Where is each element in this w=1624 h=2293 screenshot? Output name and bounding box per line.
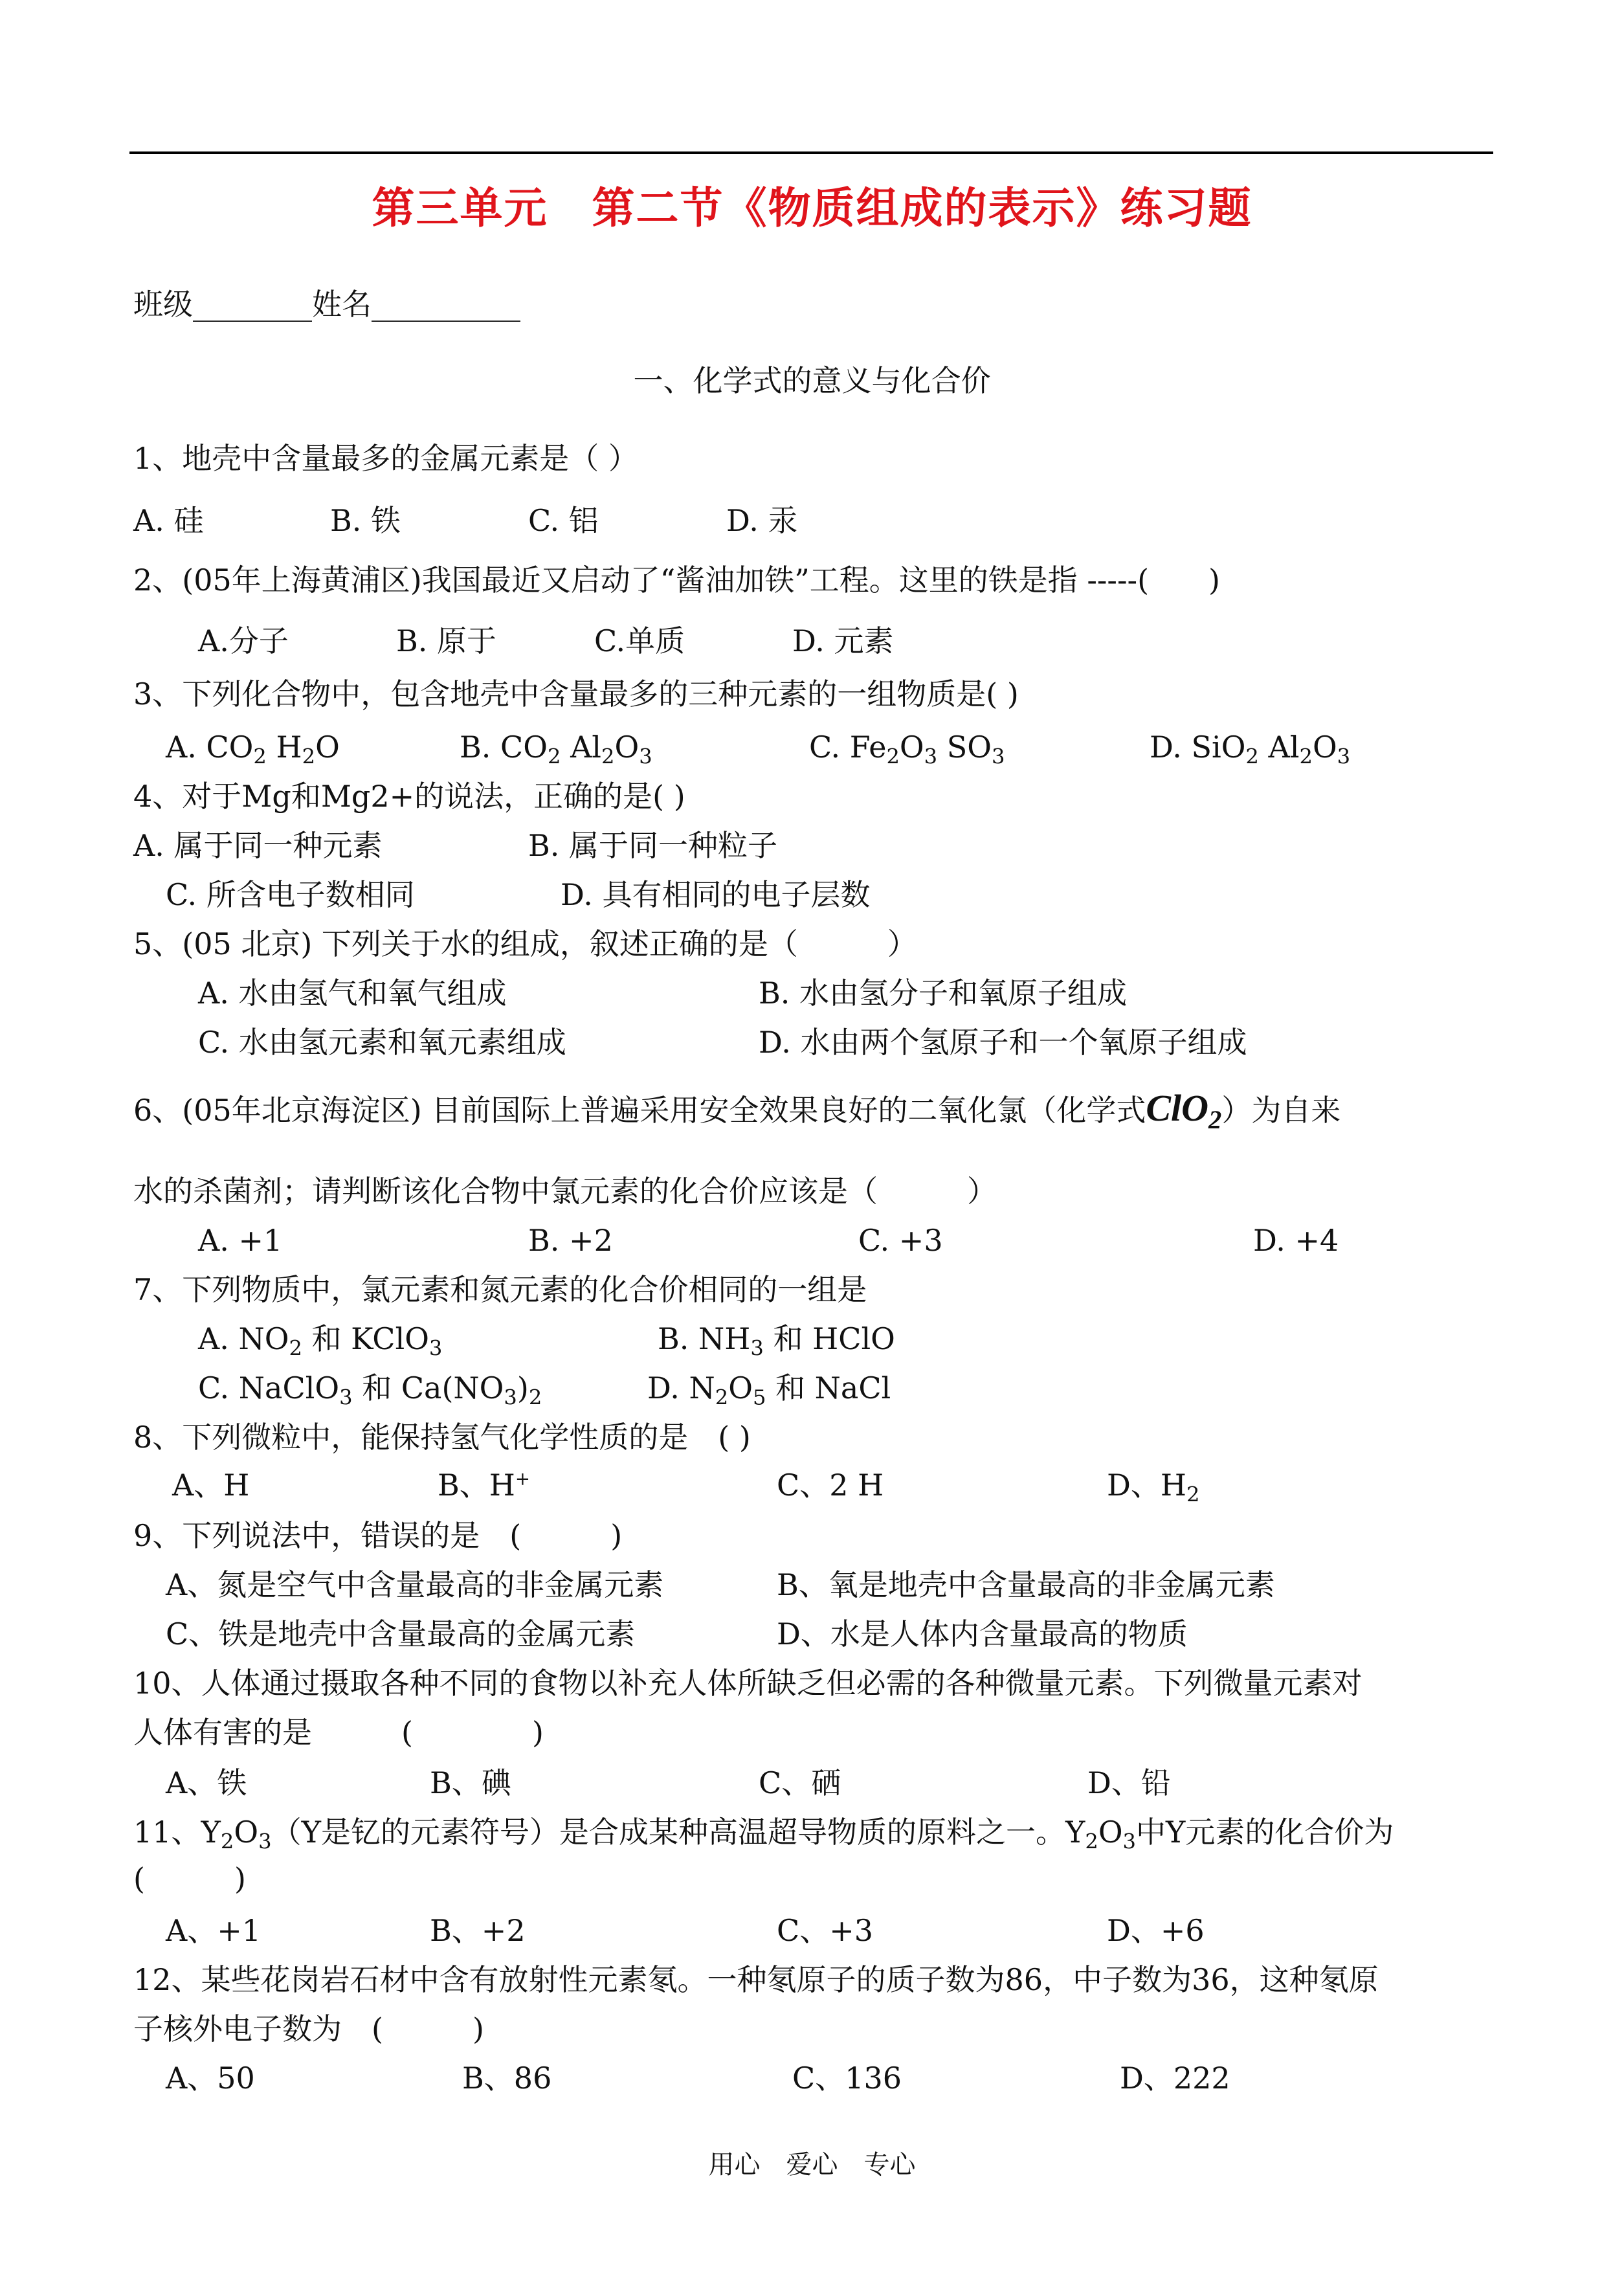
q5-option-b: B. 水由氢分子和氧原子组成	[759, 976, 1128, 1011]
q9-option-c: C、铁是地壳中含量最高的金属元素	[166, 1616, 636, 1651]
q8-option-c: C、2 H	[777, 1468, 884, 1503]
q3-option-b: B. $CO_2$ $Al_2O_3$	[460, 730, 652, 769]
q3-option-d: D. SiO$_2$ $Al_2O_3$	[1150, 730, 1351, 769]
section-heading: 一、化学式的意义与化合价	[633, 363, 991, 398]
q6-option-c: C. +3	[858, 1223, 943, 1258]
q1-stem: 1、地壳中含量最多的金属元素是（ ）	[133, 441, 638, 476]
q10-stem-line1: 10、人体通过摄取各种不同的食物以补充人体所缺乏但必需的各种微量元素。下列微量元素对	[133, 1666, 1363, 1701]
q1-option-c: C. 铝	[528, 503, 599, 538]
q6-stem-line2: 水的杀菌剂；请判断该化合物中氯元素的化合价应该是（ ）	[133, 1174, 997, 1209]
q7-option-c: C. NaClO$_3$ 和 $Ca(NO_3)_2$	[198, 1370, 542, 1410]
q3-stem: 3、下列化合物中，包含地壳中含量最多的三种元素的一组物质是( )	[133, 677, 1019, 711]
q2-stem: 2、(05年上海黄浦区)我国最近又启动了“酱油加铁”工程。这里的铁是指 -----( )	[133, 563, 1220, 598]
q9-option-d: D、水是人体内含量最高的物质	[777, 1616, 1188, 1651]
q4-option-a: A. 属于同一种元素	[133, 828, 383, 863]
q9-stem: 9、下列说法中，错误的是 ( )	[133, 1518, 623, 1553]
q12-option-b: B、86	[462, 2061, 552, 2096]
class-name-line: 班级________姓名__________	[133, 287, 520, 322]
q7-option-b: B. $NH_3$ 和 HClO	[658, 1321, 895, 1361]
q6-stem-line1	[133, 1087, 1341, 1135]
q8-option-a: A、H	[172, 1468, 250, 1503]
q10-option-d: D、铅	[1087, 1765, 1171, 1800]
q3-option-a: A. $CO_2$ $H_2O$	[166, 730, 340, 769]
q1-option-d: D. 汞	[726, 503, 798, 538]
q7-option-a: A. $NO_2$ 和 KClO$_3$	[198, 1321, 443, 1361]
q10-option-c: C、硒	[759, 1765, 841, 1800]
q12-option-d: D、222	[1120, 2061, 1230, 2096]
q6-formula: ClO$_2$	[1146, 1087, 1222, 1135]
q6-stem-part1: 6、(05年北京海淀区) 目前国际上普遍采用安全效果良好的二氧化氯（化学式	[133, 1093, 1146, 1128]
q10-stem-line2: 人体有害的是 ( )	[133, 1715, 544, 1750]
q8-option-b: B、H+	[438, 1468, 531, 1503]
page-footer: 用心 爱心 专心	[708, 2150, 916, 2180]
q5-stem: 5、(05 北京) 下列关于水的组成，叙述正确的是（ ）	[133, 926, 917, 961]
page-title: 第三单元 第二节《物质组成的表示》练习题	[372, 183, 1252, 233]
q10-option-b: B、碘	[430, 1765, 511, 1800]
q11-option-a: A、+1	[166, 1913, 261, 1948]
q7-stem: 7、下列物质中，氯元素和氮元素的化合价相同的一组是	[133, 1272, 867, 1307]
q4-stem: 4、对于Mg和Mg2+的说法，正确的是( )	[133, 779, 685, 814]
header-rule	[129, 151, 1493, 154]
q11-stem-line1: 11、$Y_2O_3(Y$是钇的元素符号）是合成某种高温超导物质的原料之一。$Y_2O_3$中Y元素的化合价为	[133, 1815, 1394, 1854]
q4-option-c: C. 所含电子数相同	[166, 877, 415, 912]
q6-option-b: B. +2	[528, 1223, 613, 1258]
q11-stem-line2: ( )	[133, 1861, 246, 1896]
q2-option-a: A.分子	[198, 623, 289, 658]
q11-option-b: B、+2	[430, 1913, 526, 1948]
q4-option-d: D. 具有相同的电子层数	[561, 877, 871, 912]
q12-stem-line2: 子核外电子数为 ( )	[133, 2011, 484, 2046]
q12-option-c: C、136	[792, 2061, 902, 2096]
q4-option-b: B. 属于同一种粒子	[528, 828, 778, 863]
q6-option-d: D. +4	[1253, 1223, 1339, 1258]
q12-option-a: A、50	[166, 2061, 255, 2096]
q6-stem-part2: ）为自来	[1221, 1093, 1341, 1128]
q7-option-d: D. $N_2O_5$ 和 NaCl	[647, 1370, 891, 1410]
q6-option-a: A. +1	[198, 1223, 283, 1258]
q1-option-a: A. 硅	[133, 503, 204, 538]
q11-option-d: D、+6	[1107, 1913, 1205, 1948]
q9-option-b: B、氧是地壳中含量最高的非金属元素	[777, 1567, 1275, 1602]
q2-option-d: D. 元素	[792, 623, 894, 658]
q8-option-d: D、$H_2$	[1107, 1468, 1200, 1507]
q5-option-c: C. 水由氢元素和氧元素组成	[198, 1025, 566, 1060]
q11-option-c: C、+3	[777, 1913, 874, 1948]
q5-option-a: A. 水由氢气和氧气组成	[198, 976, 507, 1011]
q1-option-b: B. 铁	[330, 503, 401, 538]
q8-stem: 8、下列微粒中，能保持氢气化学性质的是 ( )	[133, 1420, 751, 1455]
q12-stem-line1: 12、某些花岗岩石材中含有放射性元素氡。一种氡原子的质子数为86，中子数为36，这种氡原	[133, 1962, 1379, 1997]
q2-option-b: B. 原于	[396, 623, 497, 658]
q5-option-d: D. 水由两个氢原子和一个氧原子组成	[759, 1025, 1247, 1060]
q10-option-a: A、铁	[166, 1765, 247, 1800]
q2-option-c: C.单质	[594, 623, 685, 658]
q3-option-c: C. $Fe_2O_3$ $SO_3$	[809, 730, 1005, 769]
q9-option-a: A、氮是空气中含量最高的非金属元素	[166, 1567, 664, 1602]
